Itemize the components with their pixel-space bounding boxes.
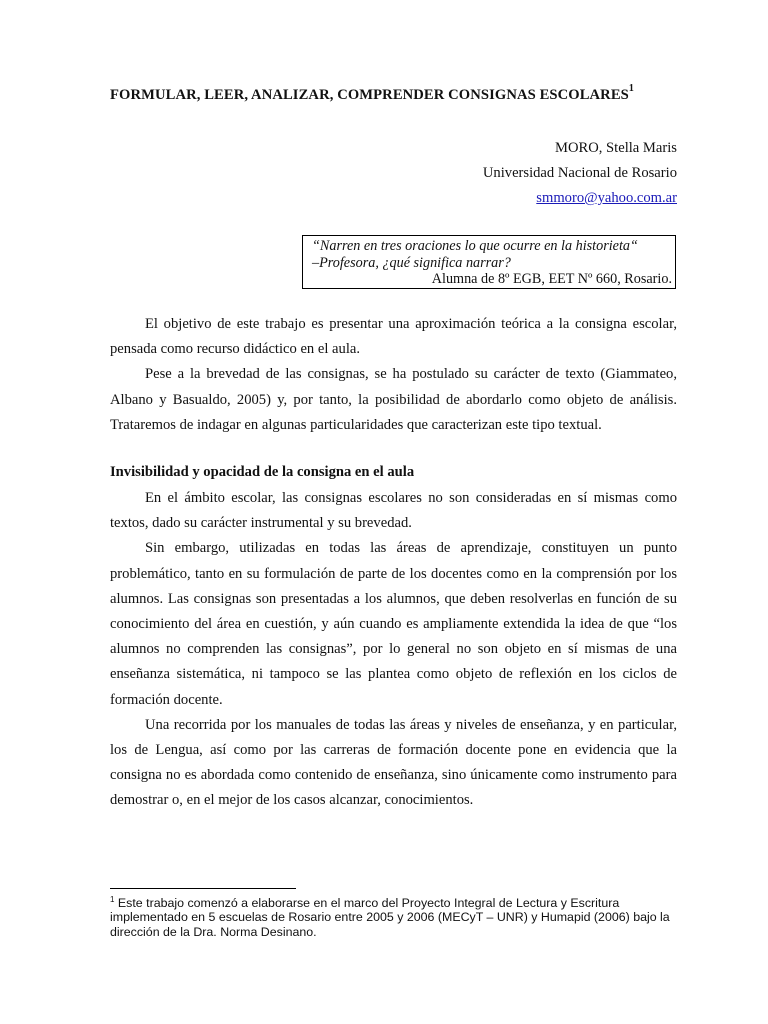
footnote: [110, 893, 670, 939]
epigraph-line-2: –Profesora, ¿qué significa narrar?: [312, 254, 511, 271]
footnote-divider: [110, 888, 296, 889]
intro-section: [110, 312, 677, 438]
intro-paragraph-2: Pese a la brevedad de las consignas, se ha postulado su carácter de texto (Giammateo, Albano y Basualdo, 2005) y, por tanto, la posibilidad de abordarlo como objeto de análisis. Trataremos de indagar en algunas particularidades que caracterizan este tipo textual.: [110, 366, 677, 433]
document-title: [110, 85, 710, 104]
section-paragraph-1: En el ámbito escolar, las consignas escolares no son consideradas en sí mismas como textos, dado su carácter instrumental y su brevedad.: [110, 490, 677, 532]
epigraph-line-1: “Narren en tres oraciones lo que ocurre en la historieta“: [312, 238, 638, 254]
section-paragraph-3: Una recorrida por los manuales de todas las áreas y niveles de enseñanza, y en particular, los de Lengua, así como por las carreras de formación docente pone en evidencia que la consigna no es abordada como contenido de enseñanza, sino únicamente como instrumento para demostrar o, en el mejor de los casos alcanzar, conocimientos.: [110, 716, 677, 809]
section-body: [110, 486, 677, 814]
footnote-text: Este trabajo comenzó a elaborarse en el marco del Proyecto Integral de Lectura y Escritura implementado en 5 escuelas de Rosario entre 2005 y 2006 (MECyT – UNR) y Humapid (2006) bajo la dirección de la Dra. Norma Desinano.: [110, 896, 670, 939]
epigraph-attribution: Alumna de 8º EGB, EET Nº 660, Rosario.: [431, 271, 672, 288]
section-heading: Invisibilidad y opacidad de la consigna en el aula: [110, 464, 415, 480]
author-name: MORO, Stella Maris: [554, 140, 677, 156]
author-block: [483, 136, 677, 211]
title-text: FORMULAR, LEER, ANALIZAR, COMPRENDER CONSIGNAS ESCOLARES: [110, 86, 629, 103]
intro-paragraph-1: El objetivo de este trabajo es presentar una aproximación teórica a la consigna escolar, pensada como recurso didáctico en el aula.: [110, 316, 677, 358]
footnote-mark: 1: [110, 895, 115, 904]
author-affiliation: Universidad Nacional de Rosario: [482, 165, 677, 181]
section-paragraph-2: Sin embargo, utilizadas en todas las áreas de aprendizaje, constituyen un punto problemático, tanto en su formulación de parte de los docentes como en la comprensión por los alumnos. Las consignas son presentadas a los alumnos, que deben resolverlas en función de su conocimiento del área en cuestión, y aún cuando es ampliamente extendida la idea de que “los alumnos no comprenden las consignas”, por lo general no son objeto en sí mismas de una enseñanza sistemática, ni tampoco se las plantea como objeto de reflexión en los ciclos de formación docente.: [110, 540, 677, 708]
author-email-link[interactable]: smmoro@yahoo.com.ar: [536, 190, 677, 206]
epigraph-box: [302, 235, 676, 289]
title-footnote-mark: 1: [628, 83, 634, 94]
